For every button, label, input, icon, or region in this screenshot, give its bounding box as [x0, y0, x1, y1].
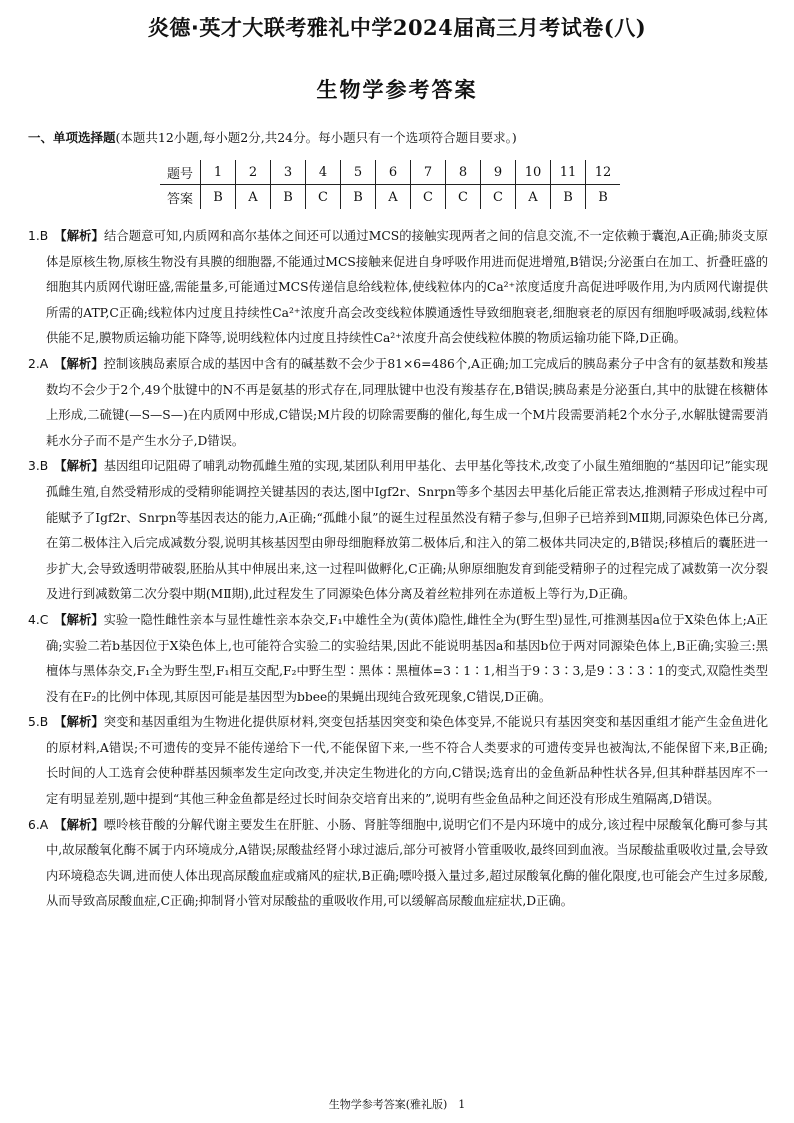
- question-number: 4: [306, 160, 341, 185]
- item-answer: A: [39, 356, 49, 371]
- question-number: 12: [586, 160, 621, 185]
- item-answer: B: [39, 715, 49, 730]
- item-text: 结合题意可知,内质网和高尔基体之间还可以通过MCS的接触实现两者之间的信息交流,不一定依赖于囊泡,A正确;肺炎支原体是原核生物,原核生物没有具膜的细胞器,不能通过MCS接触来促进自身呼吸作用进而促进增殖,B错误;分泌蛋白在加工、折叠旺盛的细胞其内质网代谢旺盛,需能量多,可能通过MCS传递信息给线粒体,使线粒体内的Ca²⁺浓度适度升高促进呼吸作用,为内质网代谢提供所需的ATP,C正确;线粒体内过度且持续性Ca²⁺浓度升高会改变线粒体膜通透性导致细胞衰老,细胞衰老的原因有细胞呼吸减弱,线粒体供能不足,膜物质运输功能下降等,说明线粒体内过度且持续性Ca²⁺浓度升高会使线粒体膜的物质运输功能下降,D正确。: [46, 229, 768, 346]
- school-exam-name: 雅礼中学2024届高三月考试卷(八): [306, 15, 647, 40]
- answer-cell: B: [341, 185, 376, 210]
- explanation-item: [28, 224, 768, 352]
- answer-cell: A: [516, 185, 551, 210]
- question-number: 9: [481, 160, 516, 185]
- exam-header: [0, 12, 794, 42]
- question-number: 8: [446, 160, 481, 185]
- question-number-row: [160, 160, 620, 185]
- question-number: 7: [411, 160, 446, 185]
- question-number: 5: [341, 160, 376, 185]
- page-footer: 生物学参考答案(雅礼版) 1: [328, 1098, 466, 1111]
- item-number: 6.: [28, 817, 40, 832]
- brand-name: 炎德·英才大联考: [147, 16, 307, 40]
- explanation-item: [28, 454, 768, 608]
- answer-row: [160, 185, 620, 210]
- analysis-tag: 【解析】: [54, 817, 104, 832]
- question-number: 1: [201, 160, 236, 185]
- explanation-list: [28, 224, 768, 915]
- answer-cell: C: [446, 185, 481, 210]
- answer-cell: B: [201, 185, 236, 210]
- item-text: 实验一隐性雌性亲本与显性雄性亲本杂交,F₁中雄性全为(黄体)隐性,雌性全为(野生型)显性,可推测基因a位于X染色体上;A正确;实验二若b基因位于X染色体上,也可能符合实验二的实验结果,因此不能说明基因a和基因b位于两对同源染色体上,B正确;实验三:黑檀体与黑体杂交,F₁全为野生型,F₁相互交配,F₂中野生型∶黑体∶黑檀体=3∶1∶1,相当于9∶3∶3,是9∶3∶3∶1的变式,双隐性类型没有在F₂的比例中体现,其原因可能是基因型为bbee的果蝇出现纯合致死现象,C错误,D正确。: [46, 612, 768, 704]
- answer-cell: A: [236, 185, 271, 210]
- answer-cell: C: [481, 185, 516, 210]
- section-heading: [28, 128, 778, 146]
- item-answer: B: [39, 229, 49, 243]
- answer-label: 答案: [166, 191, 193, 207]
- item-number: 5.: [28, 715, 40, 730]
- answer-cell: C: [306, 185, 341, 210]
- item-number: 4.: [28, 612, 40, 627]
- item-answer: B: [39, 459, 49, 474]
- explanation-item: [28, 710, 768, 812]
- answer-cell: B: [551, 185, 586, 210]
- item-answer: C: [39, 612, 49, 627]
- item-number: 3.: [28, 459, 40, 474]
- analysis-tag: 【解析】: [54, 229, 104, 243]
- answer-cell: C: [411, 185, 446, 210]
- item-answer: A: [39, 817, 49, 832]
- question-number: 10: [516, 160, 551, 185]
- analysis-tag: 【解析】: [54, 356, 104, 371]
- item-number: 2.: [28, 356, 40, 371]
- analysis-tag: 【解析】: [54, 459, 104, 474]
- item-text: 基因组印记阻碍了哺乳动物孤雌生殖的实现,某团队利用甲基化、去甲基化等技术,改变了小鼠生殖细胞的“基因印记”能实现孤雌生殖,自然受精形成的受精卵能调控关键基因的表达,图中Igf2r、Snrpn等多个基因去甲基化后能正常表达,推测精子形成过程中可能赋予了Igf2r、Snrpn等基因表达的能力,A正确;“孤雌小鼠”的诞生过程虽然没有精子参与,但卵子已培养到MⅡ期,同源染色体已分离,在第二极体注入后完成减数分裂,说明其核基因型由卵母细胞释放第二极体后,和注入的第二极体共同决定的,B错误;移植后的囊胚进一步扩大,会导致透明带破裂,胚胎从其中伸展出来,这一过程叫做孵化,C正确;从卵原细胞发育到能受精卵子的过程完成了减数第一次分裂及进行到减数第二次分裂中期(MⅡ期),此过程发生了同源染色体分离及着丝粒排列在赤道板上等行为,D正确。: [46, 459, 768, 602]
- question-number: 6: [376, 160, 411, 185]
- answer-cell: B: [271, 185, 306, 210]
- answer-table: [160, 160, 620, 209]
- question-label: 题号: [160, 160, 201, 185]
- section-note: (本题共12小题,每小题2分,共24分。每小题只有一个选项符合题目要求。): [115, 130, 517, 145]
- section-label: 一、单项选择题: [28, 130, 116, 145]
- document-title: 生物学参考答案: [316, 78, 478, 102]
- explanation-item: [28, 608, 768, 710]
- explanation-item: [28, 813, 768, 915]
- item-text: 突变和基因重组为生物进化提供原材料,突变包括基因突变和染色体变异,不能说只有基因突变和基因重组才能产生金鱼进化的原材料,A错误;不可遗传的变异不能传递给下一代,不能保留下来,一些不符合人类要求的可遗传变异也被淘汰,不能保留下来,B正确;长时间的人工选育会使种群基因频率发生定向改变,并决定生物进化的方向,C错误;选育出的金鱼新品种性状各异,但其种群基因库不一定有明显差别,题中提到“其他三种金鱼都是经过长时间杂交培育出来的”,说明有些金鱼品种之间还没有形成生殖隔离,D错误。: [46, 715, 768, 807]
- item-text: 嘌呤核苷酸的分解代谢主要发生在肝脏、小肠、肾脏等细胞中,说明它们不是内环境中的成分,该过程中尿酸氧化酶可参与其中,故尿酸氧化酶不属于内环境成分,A错误;尿酸盐经肾小球过滤后,部分可被肾小管重吸收,最终回到血液。当尿酸盐重吸收过量,会导致内环境稳态失调,进而使人体出现高尿酸血症或痛风的症状,B正确;嘌呤摄入量过多,超过尿酸氧化酶的催化限度,也可能会产生过多尿酸,从而导致高尿酸血症,C正确;抑制肾小管对尿酸盐的重吸收作用,可以缓解高尿酸血症症状,D正确。: [46, 817, 768, 909]
- item-number: 1.: [28, 229, 40, 243]
- analysis-tag: 【解析】: [54, 715, 104, 730]
- answer-cell: B: [586, 185, 621, 210]
- explanation-item: [28, 352, 768, 454]
- question-number: 2: [236, 160, 271, 185]
- answer-cell: A: [376, 185, 411, 210]
- analysis-tag: 【解析】: [54, 612, 104, 627]
- question-number: 11: [551, 160, 586, 185]
- item-text: 控制该胰岛素原合成的基因中含有的碱基数不会少于81×6=486个,A正确;加工完成后的胰岛素分子中含有的氨基数和羧基数均不会少于2个,49个肽键中的N不再是氨基的形式存在,同理肽键中也没有羧基存在,B错误;胰岛素是分泌蛋白,其中的肽键在核糖体上形成,二硫键(—S—S—)在内质网中形成,C错误;M片段的切除需要酶的催化,每生成一个M片段需要消耗2个水分子,水解肽键需要消耗水分子而不是产生水分子,D错误。: [46, 356, 768, 448]
- question-number: 3: [271, 160, 306, 185]
